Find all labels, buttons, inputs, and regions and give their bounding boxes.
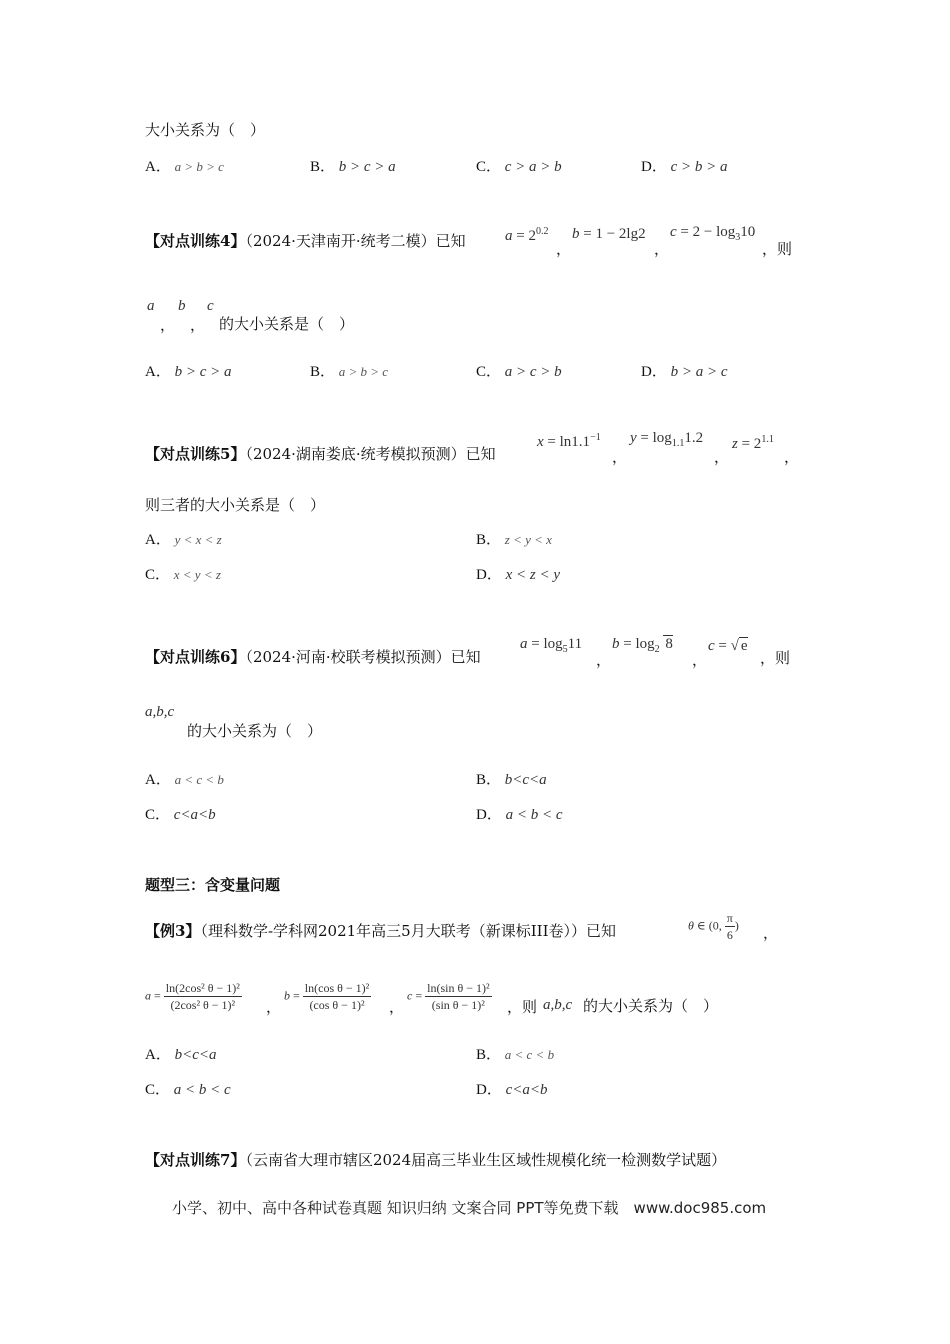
q4-sep-2: ，: [654, 240, 670, 258]
option-label: A．: [145, 1047, 171, 1063]
q4-tag: 【对点训练4】: [145, 232, 246, 250]
ex3-option-b[interactable]: [476, 1043, 554, 1064]
option-label: B．: [476, 1047, 502, 1063]
q4-formula-a: $a = 2^{0.2}$: [505, 226, 549, 244]
q3-option-b[interactable]: [310, 155, 396, 176]
option-expr: a > b > c: [338, 364, 389, 379]
option-label: C．: [476, 159, 502, 175]
q6-line2: 的大小关系为（ ）: [187, 722, 323, 740]
q3-stem-tail: 大小关系为（ ）: [145, 121, 266, 139]
q4-formula-b: b = 1 − 2lg2: [572, 226, 646, 242]
option-label: D．: [641, 364, 667, 380]
ex3-vars: a,b,c: [543, 997, 573, 1013]
q4-var-sep-1: ，: [160, 316, 176, 334]
option-label: B．: [476, 772, 502, 788]
q5-option-a[interactable]: [145, 528, 222, 549]
option-expr: b > c > a: [338, 159, 396, 175]
q6-option-d[interactable]: [476, 803, 563, 824]
q3-option-d[interactable]: [641, 155, 728, 176]
option-expr: c<a<b: [173, 807, 216, 823]
option-expr: a < c < b: [504, 1047, 555, 1062]
q5-formula-z: $z = 2^{1.1}$: [732, 434, 774, 452]
q5-source: （2024·湖南娄底·统考模拟预测）已知: [245, 445, 496, 463]
q3-option-c[interactable]: [476, 155, 562, 176]
q5-sep-2: ，: [714, 448, 730, 466]
q4-formula-c: $c = 2 - \log_310$: [670, 224, 756, 243]
option-expr: z < y < x: [504, 532, 552, 547]
ex3-option-a[interactable]: [145, 1043, 217, 1064]
q6-vars: a,b,c: [145, 704, 175, 720]
q4-option-d[interactable]: [641, 360, 728, 381]
option-expr: a < c < b: [174, 772, 224, 787]
ex3-option-c[interactable]: [145, 1078, 231, 1099]
option-expr: b<c<a: [174, 1047, 217, 1063]
q4-tail: ，则: [762, 240, 793, 258]
q6-sep-2: ，: [692, 651, 708, 669]
option-label: C．: [145, 567, 171, 583]
q5-option-b[interactable]: [476, 528, 552, 549]
option-label: A．: [145, 772, 171, 788]
q6-option-c[interactable]: [145, 803, 216, 824]
option-expr: a > c > b: [504, 364, 562, 380]
ex3-formula-a: a = $\frac{\text{ln(2cos² θ − 1)²}}{\text{(2cos² θ − 1)²}}$: [145, 981, 240, 1012]
q6-formula-a: $a = \log_511$: [520, 636, 583, 655]
q4-option-c[interactable]: [476, 360, 562, 381]
q5-tag: 【对点训练5】: [145, 445, 246, 463]
option-label: D．: [476, 807, 502, 823]
option-label: D．: [476, 567, 502, 583]
q6-tail: ，则: [760, 649, 791, 667]
q4-option-b[interactable]: [310, 360, 388, 381]
option-label: B．: [310, 159, 336, 175]
option-label: D．: [641, 159, 667, 175]
ex3-formula-b: b = $\frac{\text{ln(cos θ − 1)²}}{\text{(cos θ − 1)²}}$: [284, 981, 370, 1012]
q7-source: （云南省大理市辖区2024届高三毕业生区域性规模化统一检测数学试题）: [245, 1151, 727, 1169]
ex3-theta-range: θ ∈ (0, $\frac{\pi}{6}$ ): [688, 911, 739, 942]
q3-option-a[interactable]: [145, 155, 224, 176]
ex3-formula-c: c = $\frac{\text{ln(sin θ − 1)²}}{\text{(sin θ − 1)²}}$: [407, 981, 490, 1012]
option-label: A．: [145, 532, 171, 548]
q5-formula-y: $y = \log_{1.1}1.2$: [630, 430, 704, 449]
ex3-tag: 【例3】: [145, 922, 201, 940]
option-expr: c<a<b: [505, 1082, 548, 1098]
q4-var-a: a: [147, 298, 155, 314]
option-expr: a < b < c: [173, 1082, 231, 1098]
option-label: B．: [476, 532, 502, 548]
option-expr: x < y < z: [173, 567, 221, 582]
option-expr: c > b > a: [670, 159, 728, 175]
q6-source: （2024·河南·校联考模拟预测）已知: [245, 648, 481, 666]
section-title: 题型三：含变量问题: [145, 876, 281, 894]
ex3-source: （理科数学-学科网2021年高三5月大联考（新课标III卷））已知: [200, 922, 617, 940]
option-expr: b > c > a: [174, 364, 232, 380]
q6-option-b[interactable]: [476, 768, 547, 789]
q6-stem: [145, 646, 481, 667]
option-label: C．: [145, 807, 171, 823]
q5-sep-1: ，: [612, 448, 628, 466]
option-expr: x < z < y: [505, 567, 560, 583]
q4-var-sep-2: ，: [190, 316, 206, 334]
q7-tag: 【对点训练7】: [145, 1151, 246, 1169]
page-footer[interactable]: 小学、初中、高中各种试卷真题 知识归纳 文案合同 PPT等免费下载 www.doc985.com: [172, 1199, 767, 1217]
q6-sep-1: ，: [596, 651, 612, 669]
option-expr: y < x < z: [174, 532, 222, 547]
q4-sep-1: ，: [556, 240, 572, 258]
q5-formula-x: $x = \ln 1.1^{-1}$: [537, 432, 601, 450]
q4-stem: [145, 230, 466, 251]
q6-formula-b: $b = \log_2 8$: [612, 636, 673, 655]
option-label: B．: [310, 364, 336, 380]
q5-stem: [145, 443, 496, 464]
option-expr: a < b < c: [505, 807, 563, 823]
q4-line2: 的大小关系是（ ）: [219, 315, 355, 333]
ex3-line2-tail: 的大小关系为（ ）: [583, 997, 719, 1015]
option-expr: c > a > b: [504, 159, 562, 175]
q6-formula-c: c = √ e: [708, 638, 748, 654]
option-expr: b<c<a: [504, 772, 547, 788]
ex3-sep-2: ，: [389, 998, 405, 1016]
q7-stem: [145, 1149, 726, 1170]
q4-var-c: c: [207, 298, 214, 314]
q5-tail: ，: [784, 448, 800, 466]
option-label: C．: [476, 364, 502, 380]
ex3-stem: [145, 920, 616, 941]
ex3-tail: ，: [763, 924, 779, 942]
option-expr: a > b > c: [174, 159, 224, 174]
q4-source: （2024·天津南开·统考二模）已知: [245, 232, 466, 250]
q6-option-a[interactable]: [145, 768, 224, 789]
option-expr: b > a > c: [670, 364, 728, 380]
q4-var-b: b: [178, 298, 186, 314]
option-label: A．: [145, 364, 171, 380]
option-label: C．: [145, 1082, 171, 1098]
q5-option-d[interactable]: [476, 563, 560, 584]
q5-line2: 则三者的大小关系是（ ）: [145, 496, 326, 514]
option-label: D．: [476, 1082, 502, 1098]
ex3-then: ，则: [507, 998, 538, 1016]
option-label: A．: [145, 159, 171, 175]
q4-option-a[interactable]: [145, 360, 232, 381]
q6-tag: 【对点训练6】: [145, 648, 246, 666]
ex3-option-d[interactable]: [476, 1078, 548, 1099]
ex3-sep-1: ，: [266, 998, 282, 1016]
q5-option-c[interactable]: [145, 563, 221, 584]
